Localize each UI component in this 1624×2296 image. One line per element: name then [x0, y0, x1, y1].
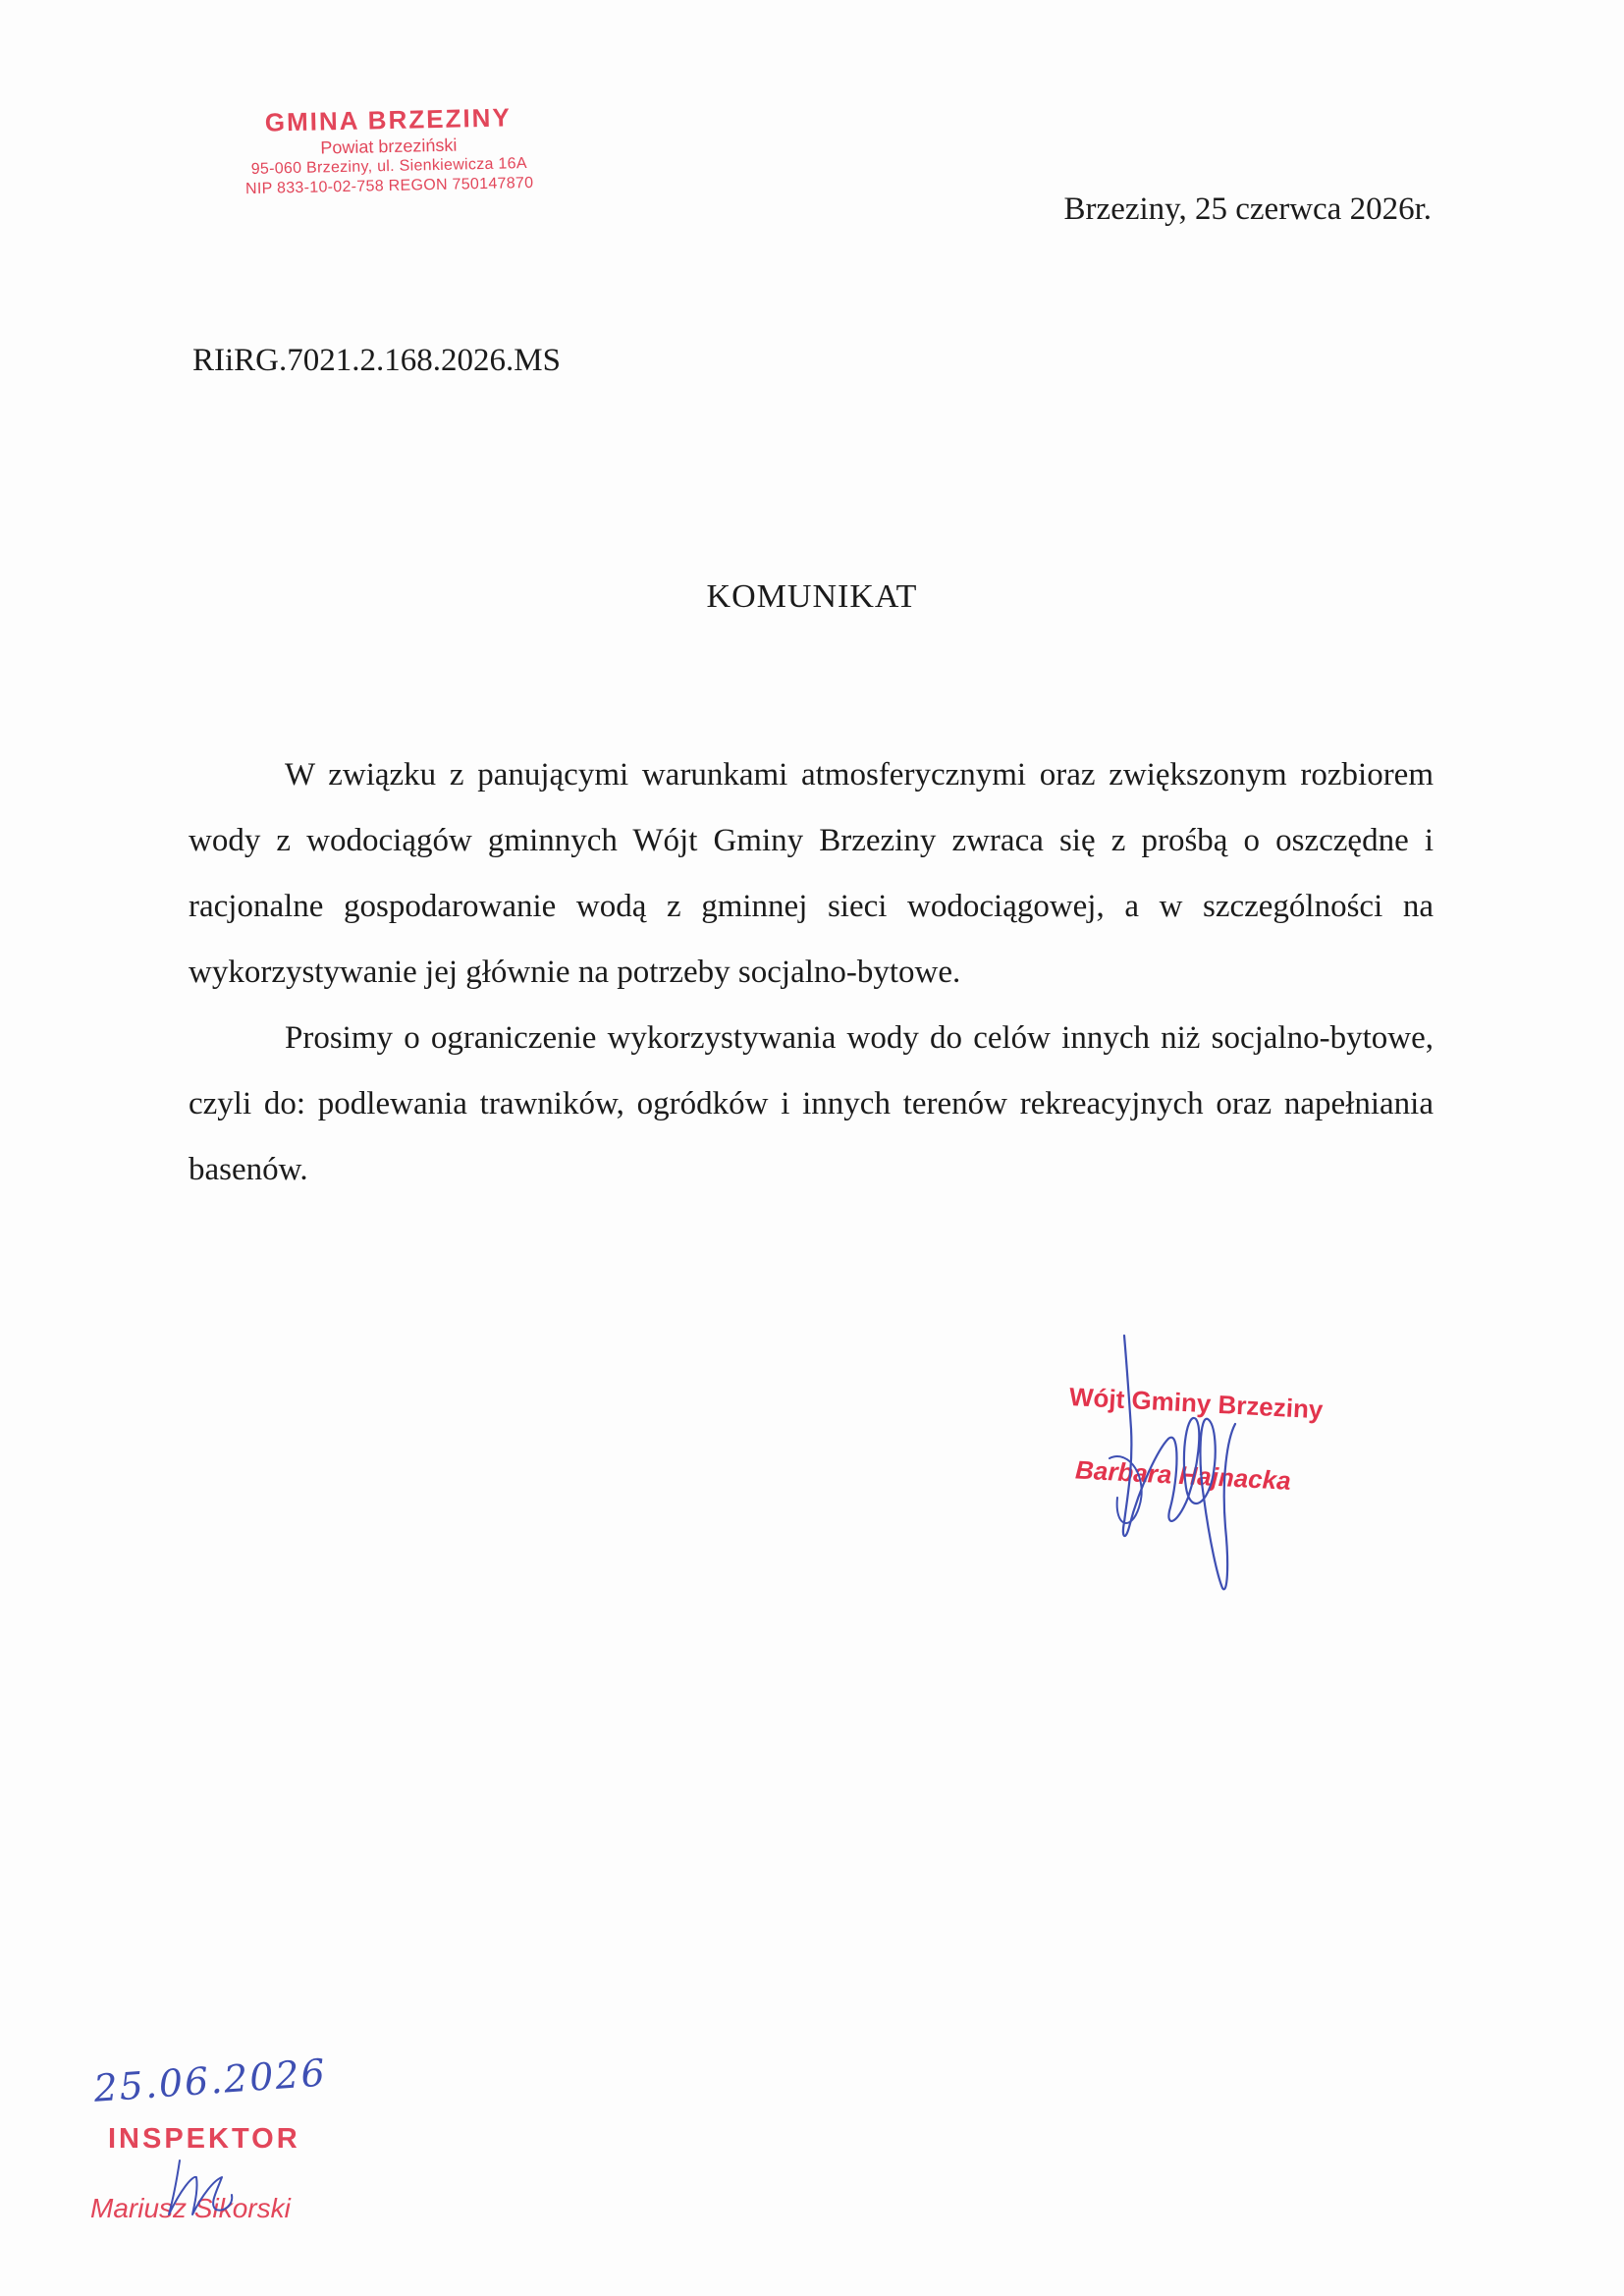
- municipality-stamp: [201, 100, 576, 200]
- stamp-address: 95-060 Brzeziny, ul. Sienkiewicza 16A: [250, 155, 528, 178]
- document-title: KOMUNIKAT: [706, 578, 918, 615]
- stamp-name: GMINA BRZEZINY: [264, 102, 513, 137]
- paragraph-2: Prosimy o ograniczenie wykorzystywania wody do celów innych niż socjalno-bytowe, czyli do: podlewania trawników, ogródków i innych terenów rekreacyjnych oraz napełniania basenów.: [189, 1020, 1434, 1187]
- paragraph-1: W związku z panującymi warunkami atmosferycznymi oraz zwiększonym rozbiorem wody z wodociągów gminnych Wójt Gminy Brzeziny zwraca się z prośbą o oszczędne i racjonalne gospodarowanie wodą z gminnej sieci wodociągowej, a w szczególności na wykorzystywanie jej głównie na potrzeby socjalno-bytowe.: [189, 757, 1434, 990]
- inspector-date: 25.06.2026: [92, 2050, 329, 2110]
- signature-name: Barbara Hajnacka: [1074, 1454, 1292, 1496]
- stamp-county: Powiat brzeziński: [320, 135, 458, 158]
- inspector-block: [86, 2050, 381, 2273]
- inspector-name: Mariusz Sikorski: [90, 2193, 291, 2223]
- signature-stamp: [1064, 1380, 1324, 1499]
- signature-block: [1070, 1331, 1384, 1596]
- inspector-title: INSPEKTOR: [108, 2123, 300, 2155]
- document-body: [189, 742, 1434, 1203]
- stamp-ids: NIP 833-10-02-758 REGON 750147870: [244, 174, 534, 198]
- reference-number: RIiRG.7021.2.168.2026.MS: [192, 343, 561, 378]
- signature-role: Wójt Gminy Brzeziny: [1068, 1381, 1325, 1425]
- place-date: Brzeziny, 25 czerwca 2026r.: [1063, 191, 1432, 227]
